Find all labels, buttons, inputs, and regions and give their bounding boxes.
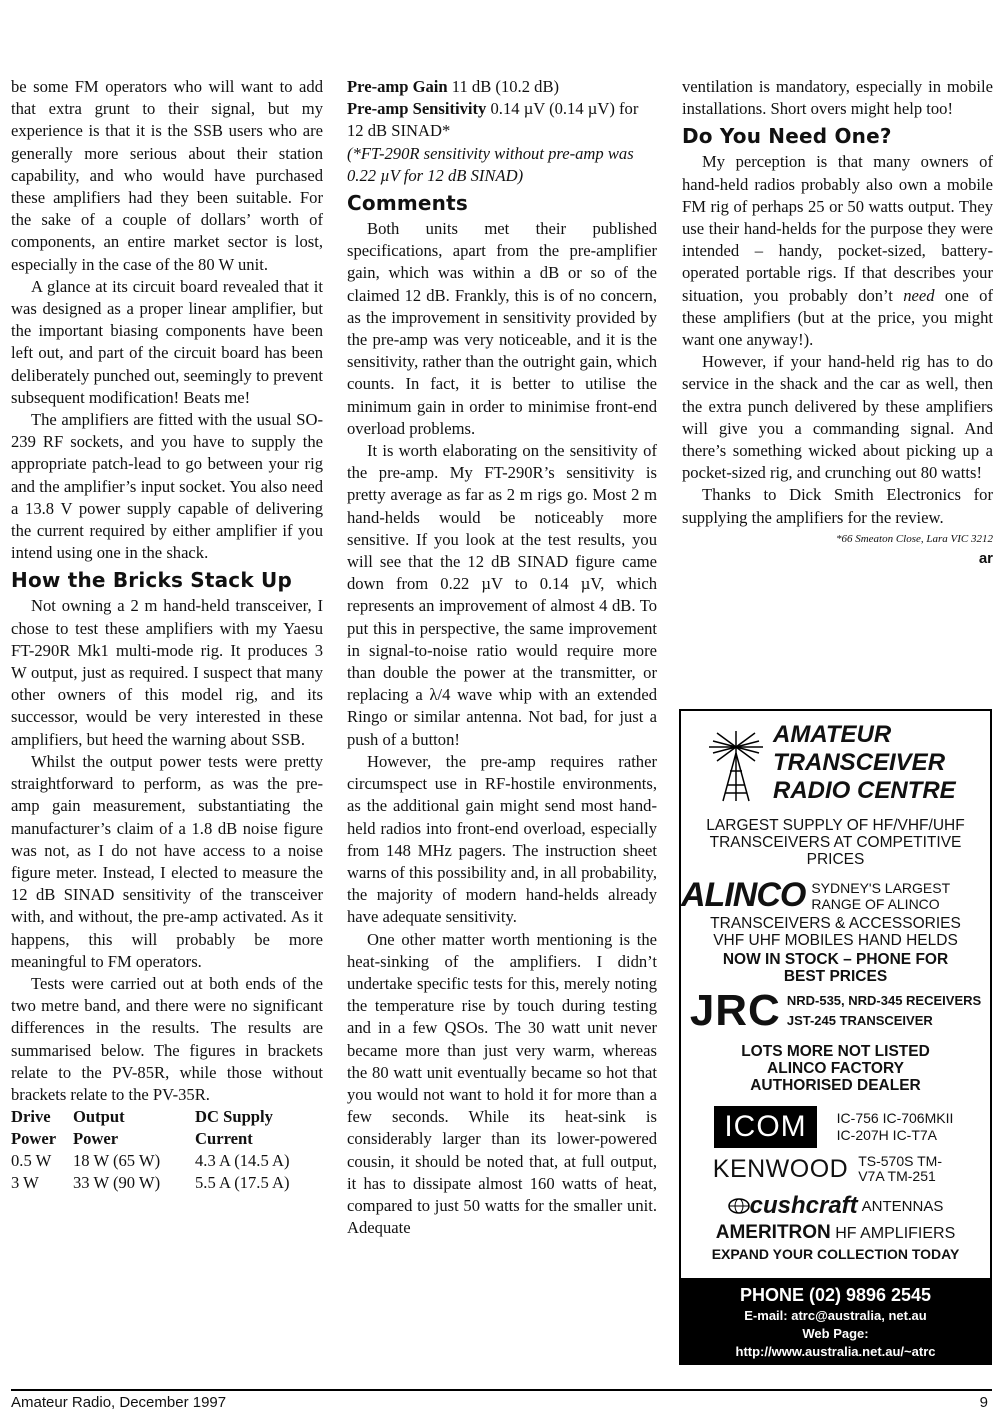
ar-mark: ar (978, 549, 993, 567)
spec-sensitivity (347, 98, 657, 142)
table-row (11, 1150, 290, 1172)
table-cell: 33 W (90 W) (73, 1173, 161, 1193)
alinco-side-text: SYDNEY'S LARGEST RANGE OF ALINCO (811, 879, 950, 912)
jrc-side-text (787, 991, 981, 1031)
spec-label: Pre-amp Sensitivity (347, 99, 487, 119)
spec-label: Pre-amp Gain (347, 77, 448, 96)
table-header-power: Power (11, 1129, 57, 1149)
paragraph (682, 151, 993, 351)
expand-line: EXPAND YOUR COLLECTION TODAY (711, 1246, 960, 1262)
alinco-line: TRANSCEIVERS & ACCESSORIES VHF UHF MOBILES HAND HELDS (710, 915, 961, 949)
paragraph: One other matter worth mentioning is the heat-sinking of the amplifiers. I didn’t undertake specific tests for this, merely noting the temperature rise by touch during testing and in a few QSOs. The 30 watt unit never became more than just very warm, whereas the 80 watt unit eventually became so hot that you would not want to hold it for more than a few seconds. While its heat-sink is considerably larger than its lower-powered cousin, it should be noted that, at full output, it has to dissipate almost 160 watts of heat, compared to just 50 watts for the smaller unit. Adequate (347, 929, 657, 1238)
page-number: 9 (979, 1394, 988, 1411)
section-heading-need-one: Do You Need One? (682, 124, 892, 149)
paragraph: Not owning a 2 m hand-held transceiver, I chose to test these amplifiers with my Yaesu FT-290R Mk1 multi-mode rig. It produces 3 W output, just as required. I suspect that many other owners of this model rig, and its successor, would be very interested in these amplifiers, but heed the warning about SSB. (11, 596, 323, 749)
factory-line: LOTS MORE NOT LISTED ALINCO FACTORY AUTHORISED DEALER (741, 1043, 930, 1094)
column-3 (682, 76, 993, 571)
spec-gain (347, 76, 657, 98)
alinco-row (681, 876, 990, 915)
kenwood-row (681, 1154, 990, 1184)
table-cell: 5.5 A (17.5 A) (195, 1173, 290, 1193)
brand-line-2: TRANSCEIVER (773, 749, 946, 776)
text-run: My perception is that many owners of hand-held radios probably also own a mobile FM rig of perhaps 25 or 50 watts output. They use their hand-helds for the purpose they were intended – handy, pocket-sized, battery-operated portable rigs. If that describes your situation, you probably don’t (682, 152, 993, 305)
spec-value: 0.14 µV (0.14 µV) for 12 dB SINAD* (347, 99, 639, 141)
table-row (11, 1172, 290, 1194)
kenwood-logo: KENWOOD (712, 1154, 849, 1183)
jrc-receivers: NRD-535, NRD-345 RECEIVERS (786, 993, 982, 1008)
stock-line: NOW IN STOCK – PHONE FOR BEST PRICES (722, 951, 949, 985)
paragraph: However, if your hand-held rig has to do service in the shack and the car as well, then the extra punch delivered by these amplifiers will give you a commanding signal. And there’s something wicked about picking up a pocket-sized rig, and crunching out 80 watts! (682, 352, 993, 483)
paragraph: ventilation is mandatory, especially in mobile installations. Short overs might help too! (682, 77, 993, 119)
ameritron-logo: AMERITRON (715, 1222, 831, 1243)
brand-line-3: RADIO CENTRE (773, 777, 956, 804)
paragraph: Thanks to Dick Smith Electronics for supplying the amplifiers for the review. (682, 485, 993, 527)
antenna-tower-icon (703, 723, 769, 805)
paragraph: The amplifiers are fitted with the usual SO-239 RF sockets, and you have to supply the appropriate patch-lead to go between your rig and the amplifier’s input socket. You also need a 13.8 V power supply capable of delivering the current required by either amplifier if you intend using one in the shack. (11, 410, 323, 563)
paragraph: A glance at its circuit board revealed that it was designed as a proper linear amplifier, but the important biasing components have been left out, and part of the circuit board has been deliberately punched out, seemingly to prevent subsequent modification! Beats me! (11, 276, 323, 407)
jrc-row (681, 986, 990, 1035)
text-run: one of these amplifiers (but at the price, you might want one anyway!). (682, 285, 993, 350)
spec-note-text: (*FT-290R sensitivity without pre-amp was 0.22 µV for 12 dB SINAD) (347, 143, 634, 185)
brand-line-1: AMATEUR (773, 721, 892, 748)
paragraph: It is worth elaborating on the sensitivity of the pre-amp. My FT-290R’s sensitivity is pretty average as far as 2 m rigs go. Most 2 m hand-helds would be noticeably more sensitive. If you look at the test results, you will see that the 12 dB SINAD figure came down from 0.22 µV to 0.14 µV, which represents an improvement of almost 4 dB. To put this in perspective, the same improvement in signal-to-noise ratio would require more than double the power at the transmitter, or replacing a λ/4 wave whip with an extended Ringo or similar antenna. Not bad, for just a push of a button! (347, 441, 657, 749)
ad-web-url: http://www.australia.net.au/~atrc (735, 1344, 936, 1359)
footer-publication: Amateur Radio, December 1997 (11, 1394, 227, 1411)
ad-tagline: LARGEST SUPPLY OF HF/VHF/UHF TRANSCEIVERS AT COMPETITIVE PRICES (706, 817, 965, 868)
emphasis: need (903, 285, 935, 305)
paragraph: be some FM operators who will want to add that extra grunt to their signal, but my experience is that it is the SSB users who are generally more serious about their station capability, and who would have purchased these amplifiers had they been suitable. For the sake of a couple of dollars’ worth of components, an entire market sector is lost, especially in the case of the 80 W unit. (11, 77, 323, 274)
table-header-drive: Drive (11, 1107, 51, 1127)
ameritron-row (681, 1222, 990, 1244)
ad-phone: PHONE (02) 9896 2545 (739, 1285, 932, 1305)
table-header-dc-supply: DC Supply (195, 1107, 273, 1127)
paragraph: Both units met their published specifications, apart from the pre-amplifier gain, which was within a dB or so of the claimed 12 dB. Frankly, this is of no concern, as the improvement in sensitivity provided by the pre-amp was very noticeable, and it is the sensitivity, rather than the outright gain, which counts. In fact, it is better to utilise the minimum gain in order to minimise front-end overload problems. (347, 219, 657, 438)
table-cell: 4.3 A (14.5 A) (195, 1151, 290, 1171)
icom-models: IC-756 IC-706MKII IC-207H IC-T7A (836, 1110, 954, 1143)
alinco-logo: ALINCO (681, 876, 806, 914)
section-heading-comments: Comments (347, 191, 468, 216)
atrc-logo (681, 711, 990, 815)
cushcraft-logo: cushcraft (749, 1192, 858, 1219)
ad-web-label: Web Page: (802, 1326, 869, 1341)
table-header-output: Output (73, 1107, 125, 1127)
paragraph: Tests were carried out at both ends of the two metre band, and there were no significant differences in the results. The results are summarised below. The figures in brackets relate to the PV-85R, while those without brackets relate to the PV-35R. (11, 973, 323, 1104)
cushcraft-row (681, 1192, 990, 1220)
ad-email: E-mail: atrc@australia, net.au (744, 1308, 927, 1323)
results-table (11, 1106, 290, 1194)
cushcraft-globe-icon (728, 1198, 750, 1214)
footer-rule (11, 1389, 992, 1391)
cushcraft-side: ANTENNAS (861, 1197, 944, 1215)
jrc-logo: JRC (689, 986, 781, 1035)
section-heading-bricks: How the Bricks Stack Up (11, 568, 292, 593)
atrc-brand (773, 721, 956, 805)
advertisement (679, 709, 992, 1365)
paragraph: Whilst the output power tests were pretty straightforward to perform, as was the pre-amp gain measurement, substantiating the manufacturer’s claim of a 1.8 dB noise figure was not, as I do not have access to a noise figure meter. Instead, I elected to measure the 12 dB SINAD sensitivity of the transceiver with, and without, the pre-amp activated. As it happens, this will probably be more meaningful to FM operators. (11, 751, 323, 971)
column-1 (11, 76, 323, 1194)
author-address: *66 Smeaton Close, Lara VIC 3212 (835, 532, 993, 545)
table-header-power: Power (73, 1129, 119, 1149)
spec-note (347, 143, 657, 187)
icom-logo: ICOM (714, 1106, 816, 1148)
table-cell: 18 W (65 W) (73, 1151, 161, 1171)
kenwood-models: TS-570S TM-V7A TM-251 (858, 1153, 942, 1184)
ameritron-side: HF AMPLIFIERS (835, 1225, 956, 1242)
table-cell: 3 W (11, 1173, 39, 1193)
column-2 (347, 76, 657, 1239)
ad-contact-block (681, 1278, 990, 1363)
paragraph: However, the pre-amp requires rather circumspect use in RF-hostile environments, as the additional gain might send most hand-held radios into front-end overload, especially from 148 MHz pagers. The instruction sheet warns of this possibility and, in all probability, the majority of modern hand-helds already have adequate sensitivity. (347, 751, 657, 927)
table-cell: 0.5 W (11, 1151, 52, 1171)
icom-row (681, 1106, 990, 1148)
jrc-transceiver: JST-245 TRANSCEIVER (786, 1013, 933, 1028)
spec-value: 11 dB (10.2 dB) (447, 77, 560, 96)
table-header-current: Current (195, 1129, 253, 1149)
